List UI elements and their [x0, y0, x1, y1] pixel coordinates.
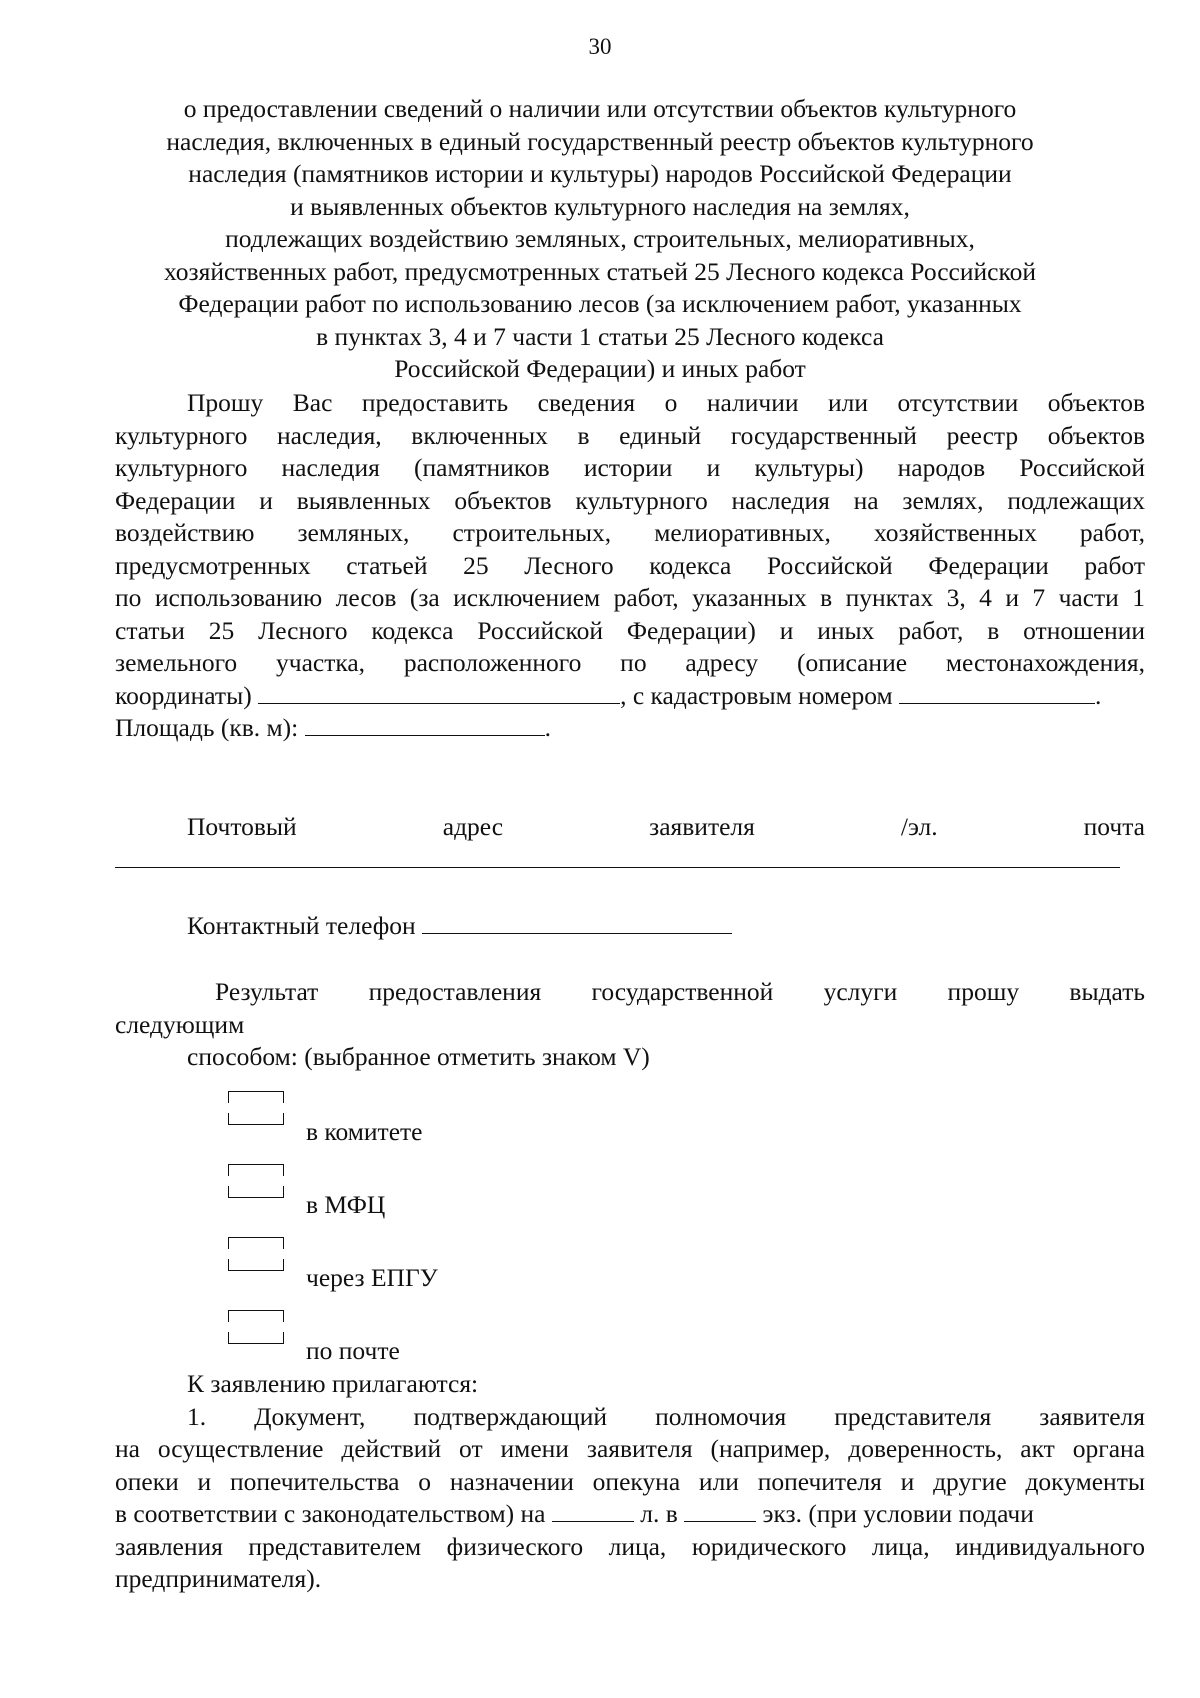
- attachments-block: [115, 1368, 1145, 1596]
- request-paragraph: [115, 387, 1145, 745]
- request-line: культурного наследия (памятников истории и культуры) народов Российской: [115, 453, 1145, 482]
- option-committee[interactable]: [228, 1091, 828, 1151]
- postal-address-label: Почтовый адрес заявителя /эл. почта: [187, 812, 1145, 841]
- title-line: Российской Федерации) и иных работ: [394, 354, 806, 383]
- result-line: следующим: [115, 1009, 245, 1039]
- attachment-line: заявления представителем физического лица, юридического лица, индивидуального: [115, 1531, 1145, 1561]
- checkbox-committee[interactable]: [228, 1091, 284, 1125]
- phone-line: [115, 910, 1145, 943]
- attachment-line: на осуществление действий от имени заявителя (например, доверенность, акт органа: [115, 1434, 1145, 1463]
- area-line-end: .: [544, 713, 551, 742]
- request-line: культурного наследия, включенных в единый государственный реестр объектов: [115, 420, 1145, 450]
- phone-label: Контактный телефон: [187, 911, 416, 940]
- attachment-line: опеки и попечительства о назначении опекуна или попечителя и другие документы: [115, 1466, 1145, 1496]
- postal-address-blank[interactable]: [115, 867, 1120, 868]
- title-line: и выявленных объектов культурного наследия на землях,: [290, 191, 910, 221]
- attachment-line: 1. Документ, подтверждающий полномочия представителя заявителя: [187, 1401, 1145, 1431]
- option-mfc[interactable]: [228, 1164, 828, 1224]
- title-line: о предоставлении сведений о наличии или отсутствии объектов культурного: [183, 94, 1017, 123]
- option-label: по почте: [306, 1336, 400, 1365]
- title-line: Федерации работ по использованию лесов (за исключением работ, указанных: [178, 289, 1022, 318]
- result-block: [115, 976, 1145, 1074]
- copies-count-blank[interactable]: [684, 1499, 756, 1522]
- checkbox-post[interactable]: [228, 1310, 284, 1344]
- option-label: через ЕПГУ: [306, 1263, 438, 1292]
- coordinates-blank[interactable]: [258, 681, 620, 704]
- cadastral-label: , с кадастровым номером: [620, 680, 893, 710]
- request-line: воздействию земляных, строительных, мелиоративных, хозяйственных работ,: [115, 518, 1145, 547]
- title-line: хозяйственных работ, предусмотренных статьей 25 Лесного кодекса Российской: [164, 256, 1036, 286]
- coordinates-line: [115, 680, 1145, 713]
- area-blank[interactable]: [305, 713, 545, 736]
- coordinates-line-end: .: [1094, 680, 1102, 710]
- attachment-line: предпринимателя).: [115, 1564, 322, 1593]
- option-label: в МФЦ: [306, 1190, 386, 1219]
- phone-block: [115, 910, 1145, 943]
- cadastral-number-blank[interactable]: [899, 681, 1095, 704]
- title-line: наследия (памятников истории и культуры) народов Российской Федерации: [188, 159, 1012, 188]
- request-line: статьи 25 Лесного кодекса Российской Федерации) и иных работ, в отношении: [115, 615, 1145, 645]
- attachments-heading: К заявлению прилагаются:: [187, 1369, 479, 1398]
- coordinates-label: координаты): [115, 680, 252, 710]
- option-epgu[interactable]: [228, 1237, 828, 1297]
- phone-blank[interactable]: [422, 911, 732, 934]
- result-line: Результат предоставления государственной услуги прошу выдать: [215, 977, 1145, 1006]
- attachment-middle: л. в: [640, 1499, 678, 1528]
- result-line: способом: (выбранное отметить знаком V): [187, 1042, 650, 1071]
- option-post[interactable]: [228, 1310, 828, 1370]
- pages-count-blank[interactable]: [552, 1499, 634, 1522]
- title-line: подлежащих воздействию земляных, строительных, мелиоративных,: [225, 224, 975, 253]
- document-title: [100, 93, 1100, 386]
- request-line: земельного участка, расположенного по адресу (описание местонахождения,: [115, 648, 1145, 677]
- checkbox-epgu[interactable]: [228, 1237, 284, 1271]
- request-line: предусмотренных статьей 25 Лесного кодекса Российской Федерации работ: [115, 550, 1145, 580]
- attachment-blank-line: [115, 1498, 1145, 1531]
- title-line: наследия, включенных в единый государственный реестр объектов культурного: [166, 126, 1034, 156]
- title-line: в пунктах 3, 4 и 7 части 1 статьи 25 Лесного кодекса: [316, 321, 884, 351]
- request-line: по использованию лесов (за исключением работ, указанных в пунктах 3, 4 и 7 части 1: [115, 583, 1145, 612]
- option-label: в комитете: [306, 1117, 423, 1146]
- page-number: 30: [588, 34, 612, 59]
- attachment-suffix: экз. (при условии подачи: [762, 1499, 1034, 1528]
- attachment-prefix: в соответствии с законодательством) на: [115, 1499, 546, 1528]
- request-line: Прошу Вас предоставить сведения о наличии или отсутствии объектов: [187, 388, 1145, 417]
- request-line: Федерации и выявленных объектов культурного наследия на землях, подлежащих: [115, 485, 1145, 515]
- area-line: [115, 712, 1145, 745]
- area-label: Площадь (кв. м):: [115, 713, 299, 742]
- checkbox-mfc[interactable]: [228, 1164, 284, 1198]
- postal-address-block: [115, 811, 1145, 844]
